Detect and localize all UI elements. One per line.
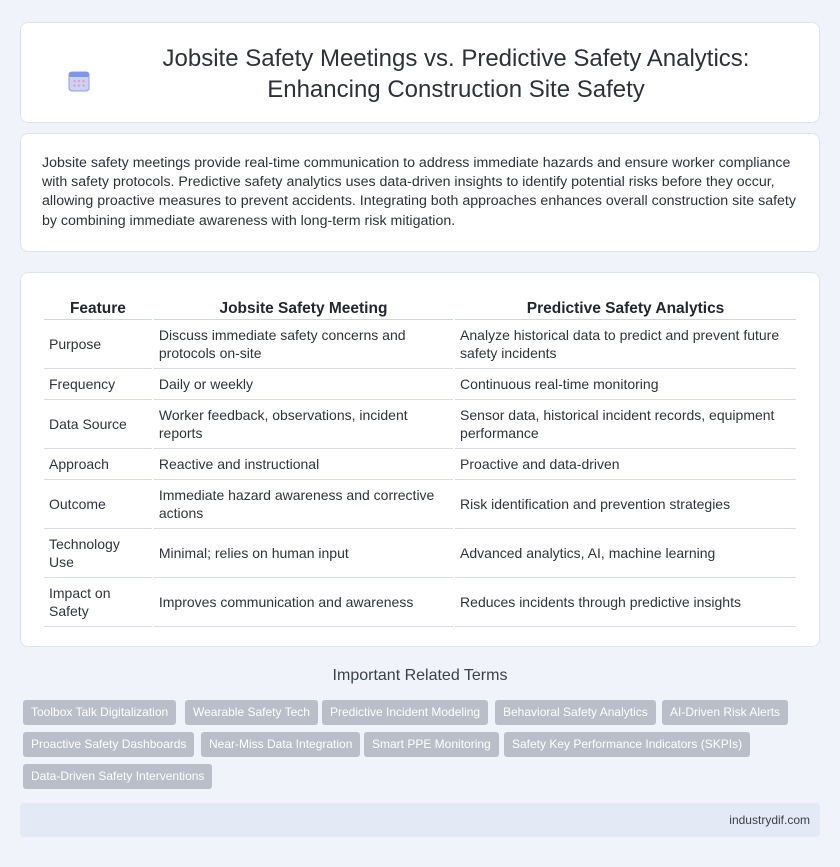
comparison-table (42, 295, 798, 627)
table-row (44, 449, 796, 480)
tag-ai-driven-risk-alerts[interactable]: AI-Driven Risk Alerts (662, 700, 788, 725)
header-jobsite-safety-meeting: Jobsite Safety Meeting (154, 295, 453, 320)
meeting-cell: Minimal; relies on human input (154, 529, 453, 578)
title-card (20, 22, 820, 123)
meeting-cell: Worker feedback, observations, incident reports (154, 400, 453, 449)
analytics-cell: Continuous real-time monitoring (455, 369, 796, 400)
related-terms-title: Important Related Terms (332, 667, 508, 684)
intro-card (20, 133, 820, 252)
table-row (44, 400, 796, 449)
analytics-cell: Analyze historical data to predict and prevent future safety incidents (455, 320, 796, 369)
meeting-cell: Reactive and instructional (154, 449, 453, 480)
table-row (44, 369, 796, 400)
feature-cell: Purpose (44, 320, 152, 369)
footer-site-link[interactable]: industrydif.com (729, 813, 810, 827)
page-title: Jobsite Safety Meetings vs. Predictive Safety Analytics: Enhancing Construction Site Safety (162, 45, 750, 103)
meeting-cell: Discuss immediate safety concerns and protocols on-site (154, 320, 453, 369)
tag-wearable-safety-tech[interactable]: Wearable Safety Tech (185, 700, 318, 725)
table-header-row (44, 295, 796, 320)
comparison-card (20, 272, 820, 647)
tag-safety-kpis[interactable]: Safety Key Performance Indicators (SKPIs) (504, 732, 750, 757)
analytics-cell: Risk identification and prevention strategies (455, 480, 796, 529)
analytics-cell: Advanced analytics, AI, machine learning (455, 529, 796, 578)
feature-cell: Outcome (44, 480, 152, 529)
feature-cell: Data Source (44, 400, 152, 449)
feature-cell: Impact on Safety (44, 578, 152, 627)
table-row (44, 320, 796, 369)
footer (20, 803, 820, 837)
meeting-cell: Improves communication and awareness (154, 578, 453, 627)
analytics-cell: Proactive and data-driven (455, 449, 796, 480)
tag-proactive-safety-dashboards[interactable]: Proactive Safety Dashboards (23, 732, 194, 757)
calendar-icon (67, 69, 91, 93)
feature-cell: Frequency (44, 369, 152, 400)
tag-smart-ppe-monitoring[interactable]: Smart PPE Monitoring (364, 732, 499, 757)
tag-toolbox-talk-digitalization[interactable]: Toolbox Talk Digitalization (23, 700, 176, 725)
feature-cell: Approach (44, 449, 152, 480)
table-row (44, 480, 796, 529)
header-predictive-safety-analytics: Predictive Safety Analytics (455, 295, 796, 320)
tag-near-miss-data-integration[interactable]: Near-Miss Data Integration (201, 732, 360, 757)
tag-behavioral-safety-analytics[interactable]: Behavioral Safety Analytics (495, 700, 656, 725)
meeting-cell: Daily or weekly (154, 369, 453, 400)
analytics-cell: Sensor data, historical incident records, equipment performance (455, 400, 796, 449)
table-row (44, 578, 796, 627)
feature-cell: Technology Use (44, 529, 152, 578)
header-feature: Feature (44, 295, 152, 320)
intro-paragraph: Jobsite safety meetings provide real-time communication to address immediate hazards and ensure worker compliance with safety protocols. Predictive safety analytics uses data-driven insights to identify potential risks before they occur, allowing proactive measures to prevent accidents. Integrating both approaches enhances overall construction site safety by combining immediate awareness with long-term risk mitigation. (42, 155, 796, 229)
table-row (44, 529, 796, 578)
tag-data-driven-safety-interventions[interactable]: Data-Driven Safety Interventions (23, 764, 212, 789)
analytics-cell: Reduces incidents through predictive insights (455, 578, 796, 627)
tag-predictive-incident-modeling[interactable]: Predictive Incident Modeling (322, 700, 488, 725)
meeting-cell: Immediate hazard awareness and corrective actions (154, 480, 453, 529)
